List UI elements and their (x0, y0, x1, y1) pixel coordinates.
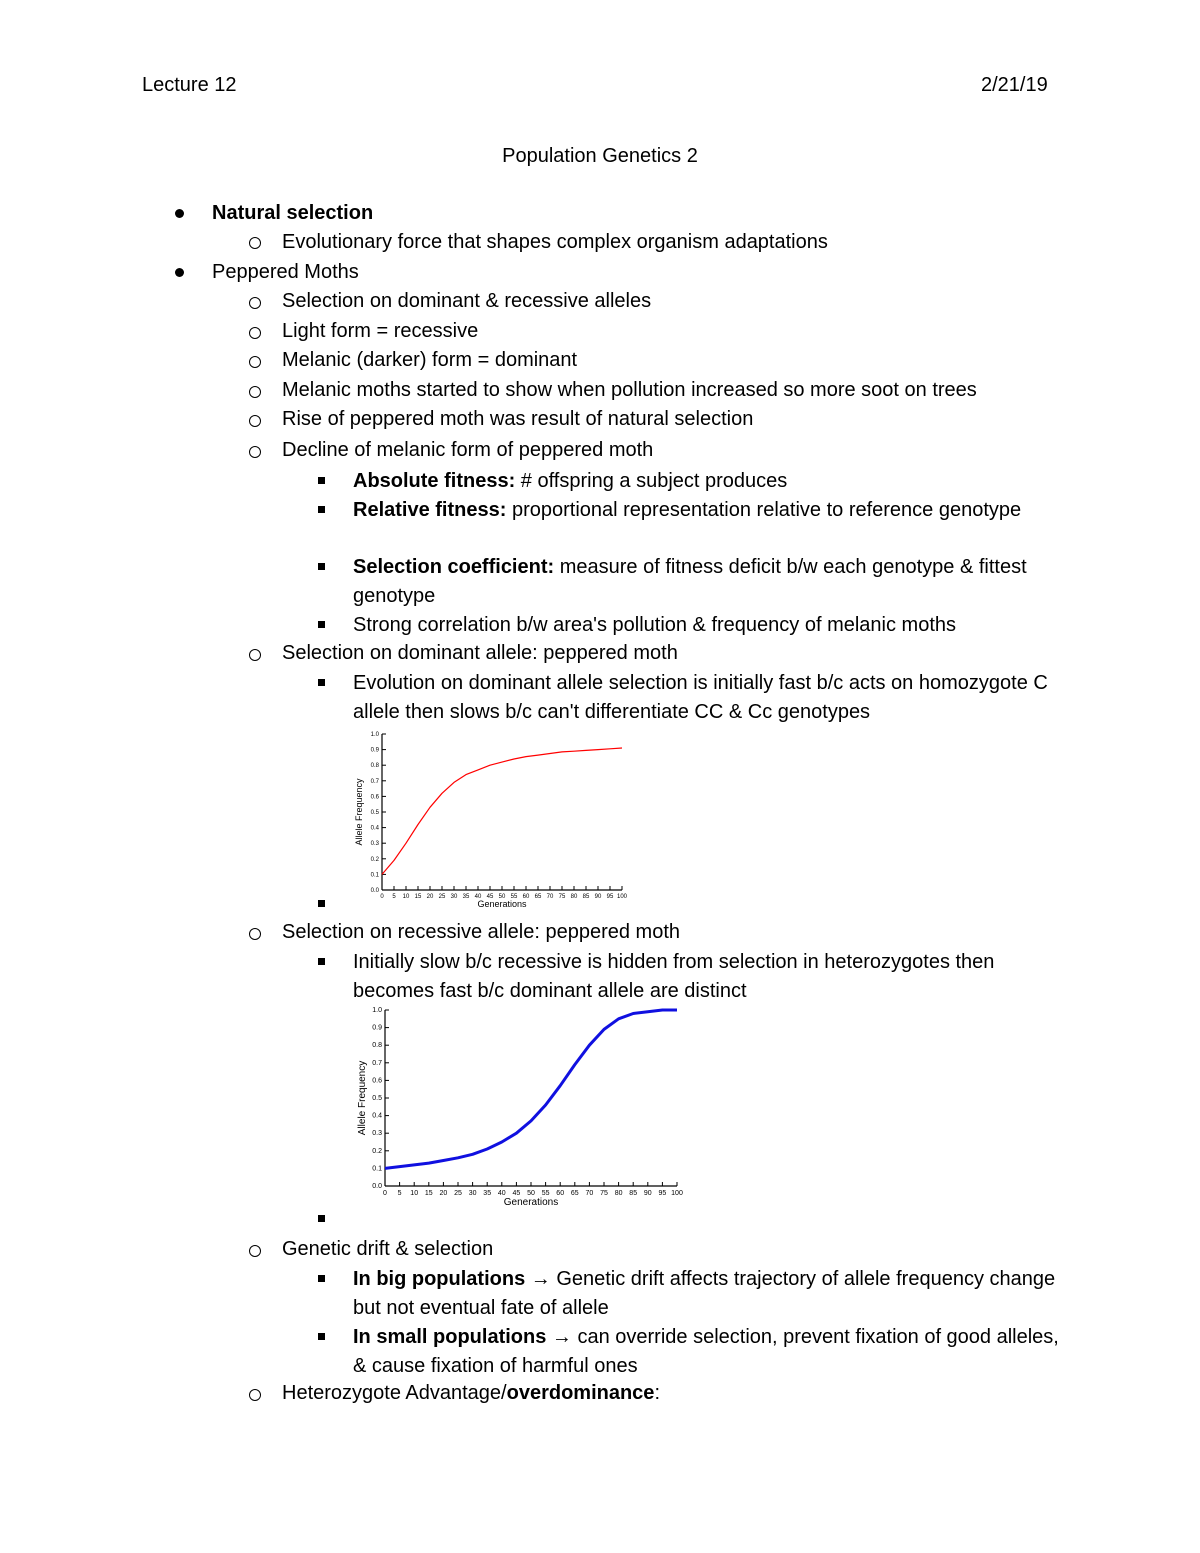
list-item (353, 1265, 1073, 1323)
y-tick-label: 0.9 (370, 747, 379, 754)
x-tick-label: 20 (426, 894, 434, 900)
list-item: Selection on dominant & recessive alleles (282, 290, 652, 312)
recessive-selection-chart (344, 1004, 694, 1229)
list-item: Light form = recessive (282, 320, 479, 342)
list-item: Melanic moths started to show when pollution increased so more soot on trees (282, 379, 977, 401)
term: Absolute fitness: (353, 470, 516, 492)
x-tick-label: 10 (410, 1190, 419, 1197)
bullet-circle (249, 415, 261, 427)
bullet-square (318, 1215, 325, 1222)
bullet-circle (249, 327, 261, 339)
list-item: Initially slow b/c recessive is hidden from selection in heterozygotes then becomes fast b/c dominant allele are distinct (353, 951, 995, 1002)
bullet-circle (249, 1389, 261, 1401)
y-tick-label: 0.5 (370, 810, 379, 816)
x-tick-label: 30 (450, 894, 458, 900)
y-tick-label: 1.0 (370, 732, 379, 738)
x-tick-label: 0 (383, 1190, 387, 1197)
x-tick-label: 80 (614, 1190, 623, 1197)
bullet-disc (175, 209, 184, 218)
y-tick-label: 0.2 (370, 856, 379, 863)
bullet-disc (175, 268, 184, 277)
bullet-square (318, 506, 325, 513)
bullet-circle (249, 297, 261, 309)
y-tick-label: 0.7 (370, 778, 379, 785)
x-tick-label: 55 (510, 894, 518, 900)
list-item: Selection on recessive allele: peppered moth (282, 921, 681, 943)
y-tick-label: 0.3 (372, 1130, 382, 1138)
y-tick-label: 0.7 (372, 1059, 382, 1067)
x-tick-label: 85 (582, 894, 590, 900)
x-tick-label: 95 (606, 894, 614, 900)
x-tick-label: 50 (498, 894, 506, 900)
x-tick-label: 90 (643, 1190, 652, 1197)
x-tick-label: 5 (392, 894, 396, 900)
y-tick-label: 0.4 (372, 1112, 382, 1120)
x-tick-label: 25 (438, 894, 446, 900)
x-tick-label: 70 (546, 894, 554, 900)
x-tick-label: 15 (414, 894, 422, 900)
x-tick-label: 35 (483, 1190, 492, 1197)
x-axis-label: Generations (477, 899, 527, 909)
x-tick-label: 95 (658, 1190, 667, 1197)
list-item: Peppered Moths (212, 261, 359, 283)
y-tick-label: 0.3 (370, 841, 379, 848)
list-item: Strong correlation b/w area's pollution & frequency of melanic moths (353, 614, 957, 636)
x-tick-label: 25 (454, 1190, 462, 1197)
y-tick-label: 0.6 (372, 1077, 382, 1085)
bullet-square (318, 679, 325, 686)
y-tick-label: 0.1 (370, 872, 379, 879)
x-tick-label: 100 (616, 894, 628, 900)
list-item: Melanic (darker) form = dominant (282, 349, 578, 371)
x-tick-label: 75 (558, 894, 566, 900)
term: In small populations → (353, 1326, 572, 1348)
y-tick-label: 0.2 (372, 1147, 382, 1155)
x-tick-label: 80 (570, 894, 578, 900)
x-tick-label: 75 (600, 1190, 608, 1197)
y-tick-label: 0.8 (372, 1042, 382, 1050)
y-tick-label: 0.4 (370, 825, 379, 832)
term: Relative fitness: (353, 499, 507, 521)
list-item: Genetic drift & selection (282, 1238, 494, 1260)
y-axis-label: Allele Frequency (354, 778, 364, 846)
x-tick-label: 5 (397, 1190, 402, 1197)
x-tick-label: 40 (497, 1190, 506, 1197)
x-tick-label: 85 (629, 1190, 638, 1197)
list-item: Rise of peppered moth was result of natural selection (282, 408, 754, 430)
list-item (353, 496, 1073, 525)
list-item: Evolution on dominant allele selection is initially fast b/c acts on homozygote C allele then slows b/c can't differentiate CC & Cc genotypes (353, 672, 1048, 723)
definition: Genetic drift affects trajectory of allele frequency change but not eventual fate of allele (353, 1268, 1056, 1319)
x-tick-label: 55 (541, 1190, 550, 1197)
bullet-circle (249, 446, 261, 458)
y-tick-label: 0.0 (370, 888, 379, 894)
bullet-square (318, 477, 325, 484)
definition: # offspring a subject produces (515, 470, 788, 492)
bullet-circle (249, 1245, 261, 1257)
x-tick-label: 65 (534, 894, 542, 900)
x-tick-label: 70 (585, 1190, 594, 1197)
definition: proportional representation relative to reference genotype (506, 499, 1022, 521)
x-tick-label: 60 (556, 1190, 565, 1197)
dominant-selection-chart (344, 728, 644, 913)
x-tick-label: 45 (512, 1190, 521, 1197)
bullet-circle (249, 356, 261, 368)
list-item: Evolutionary force that shapes complex organism adaptations (282, 231, 828, 253)
list-item (353, 467, 1073, 496)
bullet-square (318, 958, 325, 965)
list-item (282, 1382, 660, 1405)
x-tick-label: 90 (594, 894, 602, 900)
definition: can override selection, prevent fixation of good alleles, & cause fixation of harmful ones (353, 1326, 1059, 1377)
x-tick-label: 30 (468, 1190, 477, 1197)
term: overdominance (506, 1382, 655, 1404)
y-axis-label: Allele Frequency (357, 1060, 368, 1136)
y-tick-label: 0.9 (372, 1024, 382, 1032)
series-line (385, 1010, 677, 1168)
list-item: Decline of melanic form of peppered moth (282, 439, 654, 461)
list-item (353, 553, 1073, 611)
x-tick-label: 50 (527, 1190, 535, 1197)
bullet-circle (249, 928, 261, 940)
definition: measure of fitness deficit b/w each genotype & fittest genotype (353, 556, 1027, 607)
y-tick-label: 0.8 (370, 763, 379, 770)
x-tick-label: 45 (486, 894, 494, 900)
x-tick-label: 15 (424, 1190, 433, 1197)
x-tick-label: 60 (522, 894, 530, 900)
text: Heterozygote Advantage/ (282, 1382, 507, 1404)
x-axis-label: Generations (503, 1197, 559, 1208)
x-tick-label: 10 (402, 894, 410, 900)
y-tick-label: 0.1 (372, 1165, 382, 1173)
term: Selection coefficient: (353, 556, 555, 578)
term: In big populations → (353, 1268, 551, 1290)
text: : (654, 1382, 660, 1404)
y-tick-label: 0.5 (372, 1095, 382, 1102)
date-label: 2/21/19 (981, 74, 1048, 96)
x-tick-label: 35 (462, 894, 470, 900)
y-tick-label: 1.0 (372, 1007, 382, 1014)
bullet-square (318, 563, 325, 570)
x-tick-label: 0 (380, 894, 384, 900)
page-title: Population Genetics 2 (502, 145, 698, 167)
bullet-circle (249, 649, 261, 661)
bullet-square (318, 900, 325, 907)
list-item (353, 1323, 1073, 1381)
list-item: Selection on dominant allele: peppered moth (282, 642, 678, 664)
x-tick-label: 65 (570, 1190, 579, 1197)
bullet-square (318, 621, 325, 628)
x-tick-label: 100 (671, 1190, 683, 1197)
bullet-square (318, 1275, 325, 1282)
x-tick-label: 40 (474, 894, 482, 900)
y-tick-label: 0.0 (372, 1183, 382, 1190)
list-item: Natural selection (212, 202, 374, 224)
bullet-circle (249, 237, 261, 249)
bullet-square (318, 1333, 325, 1340)
y-tick-label: 0.6 (370, 794, 379, 801)
lecture-label: Lecture 12 (142, 74, 237, 96)
bullet-circle (249, 386, 261, 398)
series-line (382, 748, 622, 874)
x-tick-label: 20 (439, 1190, 448, 1197)
